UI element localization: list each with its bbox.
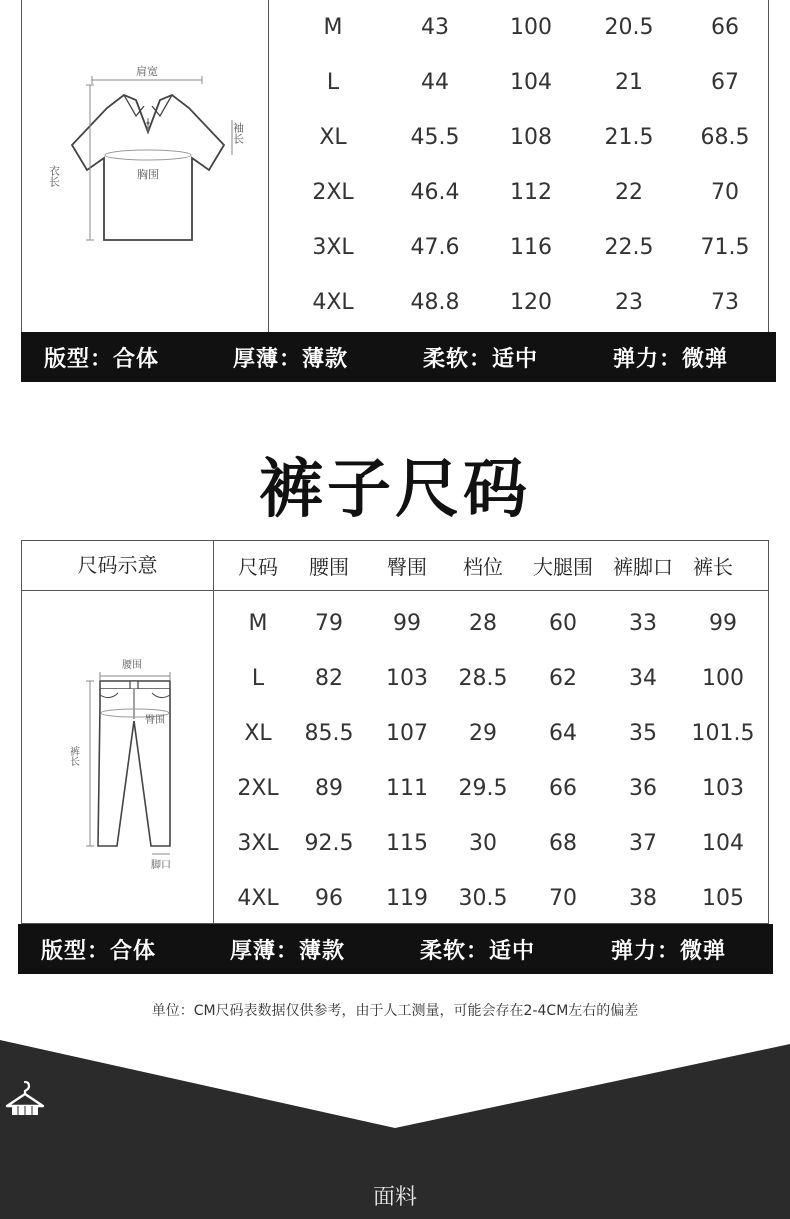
shirt-diagram [47,60,245,250]
table-cell: 48.8 [410,290,460,315]
table-row [279,110,769,165]
table-cell: 120 [510,290,552,315]
table-cell: M [323,15,343,40]
table-row [229,706,769,761]
table-cell: 28 [469,611,497,636]
elasticity-spec: 弹力：微弹 [613,346,729,372]
table-cell: 36 [629,776,657,801]
table-cell: L [326,70,340,95]
table-cell: 66 [549,776,577,801]
table-cell: 115 [386,831,428,856]
table-cell: 47.6 [410,235,460,260]
table-row [279,0,769,55]
pants-size-table [21,540,769,924]
table-row [229,651,769,706]
table-cell: 103 [702,776,744,801]
table-cell: 108 [510,125,552,150]
column-header: 裤脚口 [613,555,673,579]
header-divider [22,590,768,591]
table-cell: 73 [711,290,739,315]
pants-diagram [67,651,190,876]
table-cell: 71.5 [700,235,750,260]
softness-spec: 柔软：适中 [420,938,536,964]
table-cell: 96 [315,886,343,911]
table-cell: 35 [629,721,657,746]
table-row [229,761,769,816]
shirt-size-rows [279,0,769,330]
length-label: 衣长 [47,165,61,187]
table-row [229,596,769,651]
table-cell: 105 [702,886,744,911]
table-cell: 38 [629,886,657,911]
diagram-header: 尺码示意 [77,553,158,577]
waist-label: 腰围 [122,660,142,671]
table-cell: 44 [421,70,449,95]
softness-spec: 柔软：适中 [423,346,539,372]
table-cell: 30.5 [458,886,508,911]
column-header: 腰围 [309,555,349,579]
table-cell: 101.5 [691,721,755,746]
table-cell: L [251,666,265,691]
table-cell: M [248,611,268,636]
table-cell: 70 [549,886,577,911]
shirt-size-table [21,0,769,332]
table-cell: 45.5 [410,125,460,150]
table-cell: 21.5 [604,125,654,150]
table-divider [268,0,269,332]
table-cell: 100 [510,15,552,40]
table-cell: 99 [393,611,421,636]
pants-size-title: 裤子尺码 [259,453,531,527]
table-cell: 21 [615,70,643,95]
table-cell: 22 [615,180,643,205]
table-cell: 4XL [237,886,279,911]
table-cell: XL [319,125,347,150]
table-cell: 34 [629,666,657,691]
table-cell: 82 [315,666,343,691]
hanger-icon [3,1078,47,1118]
table-row [279,165,769,220]
pants-table-header [229,541,769,590]
table-cell: 85.5 [304,721,354,746]
table-row [279,55,769,110]
table-cell: 43 [421,15,449,40]
fabric-heading: 面料 [372,1185,417,1210]
table-cell: 104 [510,70,552,95]
table-cell: 29.5 [458,776,508,801]
table-cell: 99 [709,611,737,636]
table-cell: 104 [702,831,744,856]
table-cell: 92.5 [304,831,354,856]
table-cell: 107 [386,721,428,746]
table-cell: 2XL [237,776,279,801]
column-header: 档位 [463,555,503,579]
fit-spec: 版型：合体 [41,938,157,964]
table-cell: 89 [315,776,343,801]
table-cell: 30 [469,831,497,856]
column-header: 臀围 [387,555,427,579]
table-cell: 64 [549,721,577,746]
table-cell: 119 [386,886,428,911]
table-cell: 22.5 [604,235,654,260]
table-cell: 70 [711,180,739,205]
bar-shadow [768,332,776,382]
chest-label: 胸围 [137,168,159,181]
table-cell: 2XL [312,180,354,205]
table-cell: 23 [615,290,643,315]
table-cell: 66 [711,15,739,40]
table-cell: 29 [469,721,497,746]
table-divider [213,541,214,925]
table-row [279,275,769,330]
table-cell: 3XL [312,235,354,260]
measurement-note: 单位：CM尺码表数据仅供参考，由于人工测量，可能会存在2-4CM左右的偏差 [151,1003,639,1019]
table-cell: 68.5 [700,125,750,150]
table-row [229,816,769,871]
table-cell: 112 [510,180,552,205]
table-row [279,220,769,275]
table-cell: 67 [711,70,739,95]
fit-spec: 版型：合体 [44,346,160,372]
table-cell: 33 [629,611,657,636]
table-cell: 37 [629,831,657,856]
table-cell: 60 [549,611,577,636]
column-header: 大腿围 [533,555,593,579]
thickness-spec: 厚薄：薄款 [230,938,346,964]
table-cell: 20.5 [604,15,654,40]
column-header: 尺码 [238,555,278,579]
table-cell: 103 [386,666,428,691]
table-cell: 79 [315,611,343,636]
hip-label: 臀围 [145,715,165,726]
thickness-spec: 厚薄：薄款 [233,346,349,372]
table-row [229,871,769,926]
table-cell: 111 [386,776,428,801]
table-cell: 46.4 [410,180,460,205]
hem-label: 脚口 [151,860,171,871]
table-cell: 4XL [312,290,354,315]
table-cell: 68 [549,831,577,856]
sleeve-label: 袖长 [231,122,245,144]
table-cell: 28.5 [458,666,508,691]
pants-spec-bar [18,924,773,974]
shirt-spec-bar [21,332,769,382]
table-cell: XL [244,721,272,746]
pants-size-rows [229,596,769,926]
table-cell: 62 [549,666,577,691]
shoulder-label: 肩宽 [136,65,158,78]
elasticity-spec: 弹力：微弹 [611,938,727,964]
pants-length-label: 裤长 [67,746,79,766]
table-cell: 116 [510,235,552,260]
table-cell: 3XL [237,831,279,856]
column-header: 裤长 [693,555,733,579]
table-cell: 100 [702,666,744,691]
